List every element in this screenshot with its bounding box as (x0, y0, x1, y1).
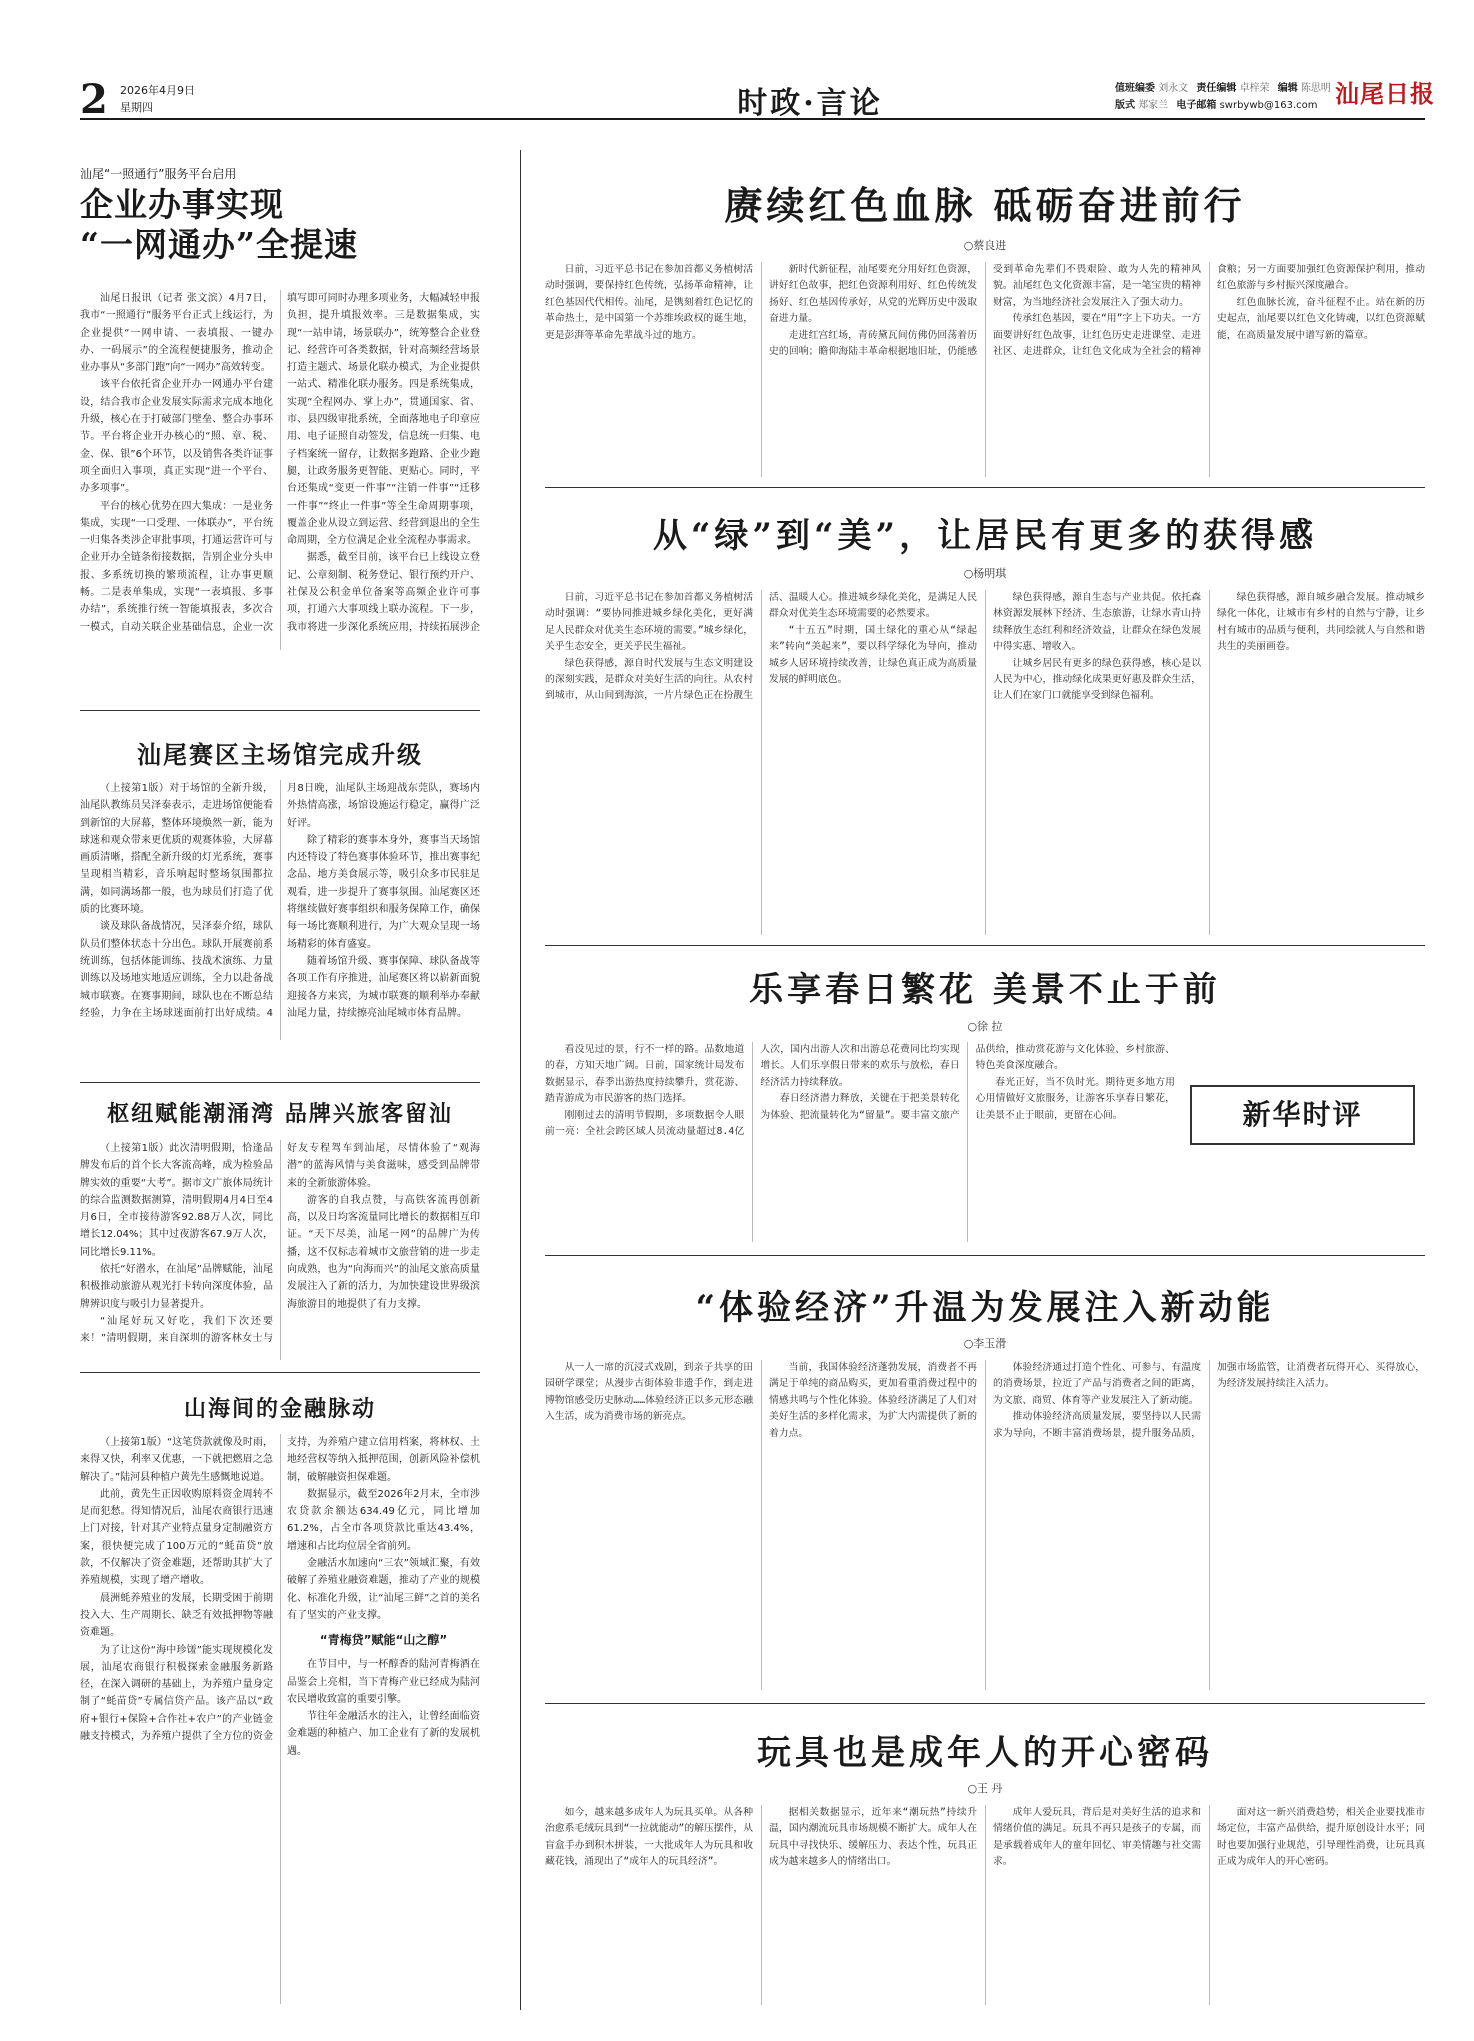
article-body (80, 1434, 480, 2004)
article-title: 汕尾赛区主场馆完成升级 (137, 740, 423, 769)
editor-role: 版式 (1115, 100, 1135, 111)
editors-credit (1115, 80, 1370, 114)
article-title: 枢纽赋能潮涌湾 品牌兴旅客留汕 (107, 1101, 453, 1127)
article-author: ○徐 拉 (967, 1020, 1003, 1033)
article-body (80, 780, 480, 1040)
divider (545, 1255, 1425, 1256)
article-title: 乐享春日繁花 美景不止于前 (749, 970, 1221, 1010)
article-body (545, 262, 1425, 477)
editor-role: 值班编委 (1115, 83, 1155, 94)
article-author: ○杨明琪 (963, 567, 1007, 580)
lead-headline (80, 185, 440, 265)
paragraph: 游客的自我点赞，与高铁客流再创新高，以及日均客流量同比增长的数据相互印证。“天下尽美，汕尾一网”的品牌广为传播，这不仅标志着城市文旅营销的进一步走向成熟，也为“向海而兴”的汕尾文旅高质量发展注入了新的活力，为加快建设世界级滨海旅游目的地提供了有力支撑。 (287, 1194, 480, 1310)
divider (545, 487, 1425, 488)
email-label: 电子邮箱 (1176, 100, 1217, 111)
newspaper-logo: 汕尾日报 (1335, 79, 1435, 108)
editor-name: 郑家兰 (1138, 100, 1169, 111)
editor-role: 编辑 (1277, 83, 1298, 94)
paragraph: 汕尾日报讯（记者 张文滨）4月7日，我市“一照通行”服务平台正式上线运行，为企业提供“一网申请、一表填报、一键办办、一码展示”的全流程便捷服务，推动企业办事从“多部门跑”向“一网办”高效转变。 (80, 293, 273, 374)
paragraph: 绿色获得感，源自城乡融合发展。推动城乡绿化一体化，让城市有乡村的自然与宁静，让乡村有城市的品质与便利，共同绘就人与自然和谐共生的美丽画卷。 (1217, 592, 1425, 653)
paragraph: 面对这一新兴消费趋势，相关企业要找准市场定位，丰富产品供给，提升原创设计水平；同时也要加强行业规范，引导理性消费，让玩具真正成为成年人的开心密码。 (1217, 1807, 1425, 1868)
paragraph: 据相关数据显示，近年来“潮玩热”持续升温，国内潮流玩具市场规模不断扩大。成年人在玩具中寻找快乐、缓解压力、表达个性，玩具正成为越来越多人的情绪出口。 (769, 1807, 977, 1868)
paragraph: 日前，习近平总书记在参加首都义务植树活动时强调：“要协同推进城乡绿化美化，更好满足人民群众对优美生态环境的需要。”城乡绿化，关乎生态安全，更关乎民生福祉。 (545, 592, 753, 653)
article-body (545, 1805, 1425, 2005)
paragraph: 看没见过的景，行不一样的路。品数地道的春，方知天地广阔。日前，国家统计局发布数据显示，春季出游热度持续攀升，赏花游、踏青游成为市民游客的热门选择。 (545, 1044, 745, 1105)
lead-body (80, 290, 480, 650)
article-author: ○蔡良进 (963, 239, 1007, 252)
lead-headline-line1: 企业办事实现 (80, 185, 284, 224)
date: 2026年4月9日 (120, 84, 195, 97)
editor-name: 陈思明 (1300, 83, 1331, 94)
paragraph: “汕尾好玩又好吃，我们下次还要来！”清明假期，来自深圳的游客林女士与好友专程驾车到汕尾，尽情体验了“观海潜”的蓝海风情与美食滋味，感受到品牌带来的全新旅游体验。 (80, 1143, 480, 1345)
paragraph: 走进红宫红场，青砖黛瓦间仿佛仍回荡着历史的回响；瞻仰海陆丰革命根据地旧址，仍能感受到革命先辈们不畏艰险、敢为人先的精神风貌。汕尾红色文化资源丰富，是一笔宝贵的精神财富，为当地经济社会发展注入了强大动力。 (769, 264, 1201, 358)
paragraph: 绿色获得感，源自时代发展与生态文明建设的深刻实践，是群众对美好生活的向往。从农村到城市，从山间到海滨，一片片绿色正在扮靓生活、温暖人心。推进城乡绿化美化，是满足人民群众对优美生态环境需要的必然要求。 (545, 592, 977, 702)
article-body (80, 1140, 480, 1360)
article-title: 赓续红色血脉 砥砺奋进前行 (724, 183, 1246, 228)
paragraph: 从一人一席的沉浸式戏剧，到亲子共享的田园研学课堂；从漫步古街体验非遗手作，到走进博物馆感受历史脉动……体验经济正以多元形态融入生活，成为消费市场的新亮点。 (545, 1362, 753, 1423)
paragraph: 传承红色基因，要在“用”字上下功夫。一方面要讲好红色故事，让红色历史走进课堂、走进社区、走进群众，让红色文化成为全社会的精神食粮；另一方面要加强红色资源保护利用，推动红色旅游与乡村振兴深度融合。 (993, 264, 1425, 358)
weekday: 星期四 (120, 101, 153, 114)
paragraph: 晨洲蚝养殖业的发展，长期受困于前期投入大、生产周期长、缺乏有效抵押物等融资难题。 (80, 1592, 273, 1639)
paragraph: 在节目中，与一杯醇香的陆河青梅酒在品鉴会上亮相，当下青梅产业已经成为陆河农民增收致富的重要引擎。 (287, 1659, 480, 1705)
paragraph: 推动体验经济高质量发展，要坚持以人民需求为导向，不断丰富消费场景，提升服务品质，加强市场监管，让消费者玩得开心、买得放心，为经济发展持续注入活力。 (993, 1362, 1425, 1439)
paragraph: 新时代新征程，汕尾要充分用好红色资源，讲好红色故事，把红色资源利用好、红色传统发扬好、红色基因传承好，从党的光辉历史中汲取奋进力量。 (769, 264, 977, 325)
paragraph: 除了精彩的赛事本身外，赛事当天场馆内还特设了特色赛事体验环节，推出赛事纪念品、地方美食展示等，吸引众多市民驻足观看，进一步提升了赛事氛围。汕尾赛区还将继续做好赛事组织和服务保障工作，确保每一场比赛顺利进行，为广大观众呈现一场场精彩的体育盛宴。 (287, 834, 480, 950)
paragraph: 刚刚过去的清明节假期，多项数据令人眼前一亮：全社会跨区域人员流动量超过8.4亿人次，国内出游人次和出游总花费同比均实现增长。人们乐享假日带来的欢乐与放松，春日经济活力持续释放。 (545, 1044, 960, 1138)
paragraph: 此前，黄先生正因收购原料资金周转不足而犯愁。得知情况后，汕尾农商银行迅速上门对接，针对其产业特点量身定制融资方案，很快便完成了100万元的“蚝苗贷”放款，不仅解决了资金难题，还帮助其扩大了养殖规模，实现了增产增收。 (80, 1488, 273, 1587)
divider (80, 1372, 480, 1373)
paragraph: 节往年金融活水的注入，让曾经面临资金难题的种植户、加工企业有了新的发展机遇。 (287, 1711, 480, 1757)
paragraph: 春日经济潜力释放，关键在于把美景转化为体验、把流量转化为“留量”。要丰富文旅产品供给，推动赏花游与文化体验、乡村旅游、特色美食深度融合。 (760, 1044, 1175, 1121)
paragraph: 日前，习近平总书记在参加首都义务植树活动时强调，要保持红色传统，弘扬革命精神，让红色基因代代相传。汕尾，是镌刻着红色记忆的革命热土，是中国第一个苏维埃政权的诞生地，更是彭湃等革命先辈战斗过的地方。 (545, 264, 753, 341)
page-number: 2 (80, 76, 108, 123)
paragraph: 数据显示，截至2026年2月末，全市涉农贷款余额达634.49亿元，同比增加61.2%，占全市各项贷款比重达43.4%，增速和占比均位居全省前列。 (287, 1488, 480, 1552)
editor-role: 责任编辑 (1196, 83, 1237, 94)
divider (545, 945, 1425, 946)
paragraph: 该平台依托省企业开办一网通办平台建设，结合我市企业发展实际需求完成本地化升级，核心在于打破部门壁垒、整合办事环节。平台将企业开办核心的“照、章、税、金、保、银”6个环节，以及销售各类许证事项全面归入事项，真正实现“进一个平台、办多项事”。 (80, 379, 273, 495)
email-address: swrbywb@163.com (1219, 100, 1318, 111)
column-divider (520, 150, 521, 2010)
editor-name: 卓梓荣 (1239, 83, 1270, 94)
paragraph: 体验经济通过打造个性化、可参与、有温度的消费场景，拉近了产品与消费者之间的距离，为文旅、商贸、体育等产业发展注入了新动能。 (993, 1362, 1201, 1406)
paragraph: 谈及球队备战情况，吴泽泰介绍，球队队员们整体状态十分出色。球队开展赛前系统训练，包括体能训练、技战术演练、力量训练以及场地实地适应训练，全力以赴备战城市联赛。在赛事期间，球队也在不断总结经验，力争在主场球迷面前打出好成绩。4月8日晚，汕尾队主场迎战东莞队，赛场内外热情高涨，场馆设施运行稳定，赢得广泛好评。 (80, 783, 480, 1019)
article-title: 玩具也是成年人的开心密码 (757, 1733, 1213, 1773)
lead-kicker: 汕尾“一照通行”服务平台启用 (80, 167, 237, 181)
article-author: ○李玉滑 (963, 1337, 1007, 1350)
lead-headline-line2: “一网通办”全提速 (80, 225, 358, 264)
paragraph: 让城乡居民有更多的绿色获得感，核心是以人民为中心，推动绿化成果更好惠及群众生活，让人们在家门口就能享受到绿色福利。 (993, 657, 1201, 702)
issue-date (120, 82, 195, 116)
paragraph: 据悉，截至目前，该平台已上线设立登记、公章刻制、税务登记、银行预约开户、社保及公积金单位备案等高频企业许可事项，打通六大事项线上联办流程。下一步，我市将进一步深化系统应用，持续拓展涉企 (287, 552, 480, 633)
paragraph: 平台的核心优势在四大集成：一是业务集成，实现“一口受理、一体联办”，平台统一归集各类涉企审批事项，打通运营许可与企业开办全链条衔接数据，告别企业分头申报、多系统切换的繁琐流程，让办事更顺畅。二是表单集成，实现“一表填报、多事办结”，系统推行统一智能填报表，多次合一模式，自动关联企业基础信息，企业一次填写即可同时办理多项业务，大幅减轻申报负担，提升填报效率。三是数据集成，实现“一站申请，场景联办”，统筹整合企业登记、经营许可各类数据，针对高频经营场景打造主题式、场景化联办模式，为企业提供一站式、精准化联办服务。四是系统集成，实现“全程网办、掌上办”，贯通国家、省、市、县四级审批系统，全面落地电子印章应用、电子证照自动签发，信息统一归集、电子档案统一留存，让数据多跑路、企业少跑腿，让政务服务更智能、更贴心。同时，平台还集成“变更一件事”“注销一件事”“迁移一件事”“终止一件事”等全生命周期事项，覆盖企业从设立到运营、经营到退出的全生命周期，全方位满足企业全流程办事需求。 (80, 293, 480, 633)
divider (80, 1082, 480, 1083)
article-body (545, 1042, 1175, 1242)
section-title: 时政·言论 (737, 86, 883, 121)
article-body (545, 590, 1425, 935)
paragraph: 春光正好，当不负时光。期待更多地方用心用情做好文旅服务，让游客乐享春日繁花，让美景不止于眼前，更留在心间。 (975, 1076, 1175, 1121)
paragraph: 当前，我国体验经济蓬勃发展，消费者不再满足于单纯的商品购买，更加看重消费过程中的情感共鸣与个性化体验。体验经济满足了人们对美好生活的多样化需求，为扩大内需提供了新的着力点。 (769, 1362, 977, 1439)
article-title: “体验经济”升温为发展注入新动能 (695, 1288, 1275, 1328)
editor-name: 刘永文 (1158, 83, 1189, 94)
article-body (545, 1360, 1425, 1690)
paragraph: （上接第1版）对于场馆的全新升级，汕尾队教练员吴泽泰表示，走进场馆便能看到新馆的大屏幕，整体环境焕然一新，能为球迷和观众带来更优质的观赛体验，大屏幕画质清晰，搭配全新升级的灯光系统，赛事呈现相当精彩，音乐响起时整场氛围都拉满，如同满场都一般，也为球员们打造了优质的比赛环境。 (80, 783, 273, 916)
paragraph: 如今，越来越多成年人为玩具买单。从各种治愈系毛绒玩具到“一拉就能动”的解压摆件，从盲盒手办到积木拼装，一大批成年人为玩具和收藏花钱，涌现出了“成年人的玩具经济”。 (545, 1807, 753, 1868)
paragraph: 红色血脉长流，奋斗征程不止。站在新的历史起点，汕尾要以红色文化铸魂，以红色资源赋能，在高质量发展中谱写新的篇章。 (1217, 296, 1425, 341)
paragraph: 绿色获得感，源自生态与产业共促。依托森林资源发展林下经济、生态旅游，让绿水青山持续释放生态红利和经济效益，让群众在绿色发展中得实惠、增收入。 (993, 592, 1201, 653)
article-title: 从“绿”到“美”，让居民有更多的获得感 (652, 516, 1318, 556)
paragraph: （上接第1版）此次清明假期，恰逢品牌发布后的首个长大客流高峰，成为检验品牌实效的重要“大考”。据市文广旅体局统计的综合监测数据测算，清明假期4月4日至4月6日，全市接待游客92.88万人次，同比增长12.04%；其中过夜游客67.9万人次，同比增长9.11%。 (80, 1143, 273, 1258)
paragraph: 随着场馆升级、赛事保障、球队备战等各项工作有序推进，汕尾赛区将以崭新面貌迎接各方来宾，为城市联赛的顺利举办奉献汕尾力量，持续擦亮汕尾城市体育品牌。 (287, 955, 480, 1019)
paragraph: 依托“好潜水，在汕尾”品牌赋能，汕尾积极推动旅游从观光打卡转向深度体验，品牌辨识度与吸引力显著提升。 (80, 1264, 273, 1310)
article-author: ○王 丹 (967, 1782, 1003, 1795)
masthead (80, 76, 1435, 123)
divider (80, 710, 480, 711)
paragraph: 金融活水加速向“三农”领域汇聚，有效破解了养殖业融资难题，推动了产业的规模化、标准化升级，让“汕尾三鲜”之首的美名有了坚实的产业支撑。 (287, 1558, 480, 1621)
article-title: 山海间的金融脉动 (183, 1396, 376, 1422)
paragraph: 为了让这份“海中珍馐”能实现规模化发展，汕尾农商银行积极探索金融服务新路径，在深入调研的基础上，为养殖户量身定制了“蚝苗贷”专属信贷产品。该产品以“政府+银行+保险+合作社+农户”的产业链金融支持模式，为养殖户提供了全方位的资金支持，为养殖户建立信用档案，将林权、土地经营权等纳入抵押范围，创新风险补偿机制，破解融资担保难题。 (80, 1437, 480, 1743)
paragraph: （上接第1版）“这笔贷款就像及时雨，来得又快，利率又优惠，一下就把燃眉之急解决了。”陆河县种植户黄先生感慨地说道。 (80, 1437, 273, 1483)
divider (545, 1703, 1425, 1704)
paragraph: 成年人爱玩具，背后是对美好生活的追求和情绪价值的满足。玩具不再只是孩子的专属，而是承载着成年人的童年回忆、审美情趣与社交需求。 (993, 1807, 1201, 1868)
xinhua-commentary-badge: 新华时评 (1190, 1085, 1415, 1145)
subheading: “青梅贷”赋能“山之醇” (319, 1633, 448, 1648)
paragraph: “十五五”时期，国土绿化的重心从“绿起来”转向“美起来”，要以科学绿化为导向，推动城乡人居环境持续改善，让绿色真正成为高质量发展的鲜明底色。 (769, 624, 977, 686)
